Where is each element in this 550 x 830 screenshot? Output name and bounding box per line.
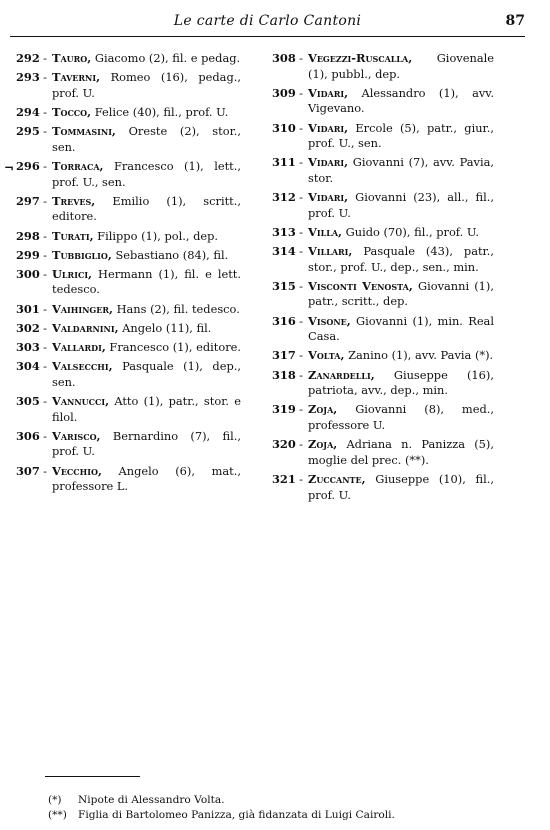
index-entry xyxy=(16,394,241,425)
entry-number: 297 xyxy=(16,193,40,208)
entry-details: Hermann (1), fil. e lett. tedesco. xyxy=(52,266,241,297)
index-entry xyxy=(16,429,241,460)
entry-text xyxy=(52,267,241,298)
entry-number: 308 xyxy=(272,51,296,65)
entry-surname: Vallardi, xyxy=(52,340,106,355)
entry-separator: - xyxy=(299,402,303,417)
entry-surname: Vidari, xyxy=(308,120,349,135)
entry-text xyxy=(52,70,241,101)
entry-surname: Turati, xyxy=(52,228,94,243)
entry-separator: - xyxy=(299,155,303,170)
entry-surname: Valsecchi, xyxy=(52,359,113,374)
entry-text xyxy=(308,437,494,468)
index-entry xyxy=(272,86,494,117)
entry-details: Francesco (1), editore. xyxy=(109,340,242,355)
entry-details: Zanino (1), avv. Pavia (*). xyxy=(348,348,494,363)
footnote xyxy=(48,808,395,823)
entry-number: 319 xyxy=(272,402,296,417)
entry-text xyxy=(52,159,241,190)
entry-text xyxy=(308,279,494,310)
entry-number: 295 xyxy=(16,124,40,139)
index-entry xyxy=(16,267,241,298)
entry-separator: - xyxy=(299,51,303,65)
index-entry xyxy=(16,105,241,121)
entry-separator: - xyxy=(43,124,47,139)
entry-surname: Vaihinger, xyxy=(52,301,113,316)
index-entry xyxy=(16,194,241,225)
entry-separator: - xyxy=(299,471,303,486)
index-entry xyxy=(272,314,494,345)
index-entry xyxy=(16,340,241,356)
entry-surname: Ulrici, xyxy=(52,266,93,281)
entry-number: 306 xyxy=(16,428,40,443)
entry-surname: Vidari, xyxy=(308,155,349,170)
footnote-mark: (*) xyxy=(48,794,62,806)
entry-number: 299 xyxy=(16,247,40,262)
entry-details: Giuseppe (10), fil., prof. U. xyxy=(308,471,494,502)
entry-number: 305 xyxy=(16,394,40,408)
entry-text xyxy=(308,368,494,399)
entry-surname: Visone, xyxy=(308,313,351,328)
index-entry xyxy=(16,464,241,495)
entry-details: Giovanni (8), med., professore U. xyxy=(308,402,495,432)
entry-text xyxy=(52,321,241,337)
footnote-mark: (**) xyxy=(48,809,67,821)
footnote xyxy=(48,793,395,808)
entry-surname: Tubbiglio, xyxy=(52,247,112,262)
entry-separator: - xyxy=(43,340,47,355)
index-entry xyxy=(272,190,494,221)
running-head-title: Le carte di Carlo Cantoni xyxy=(173,13,362,29)
entry-separator: - xyxy=(43,228,47,243)
entry-text xyxy=(308,472,494,503)
entry-details: Ercole (5), patr., giur., prof. U., sen. xyxy=(308,120,494,151)
entry-number: 316 xyxy=(272,313,296,328)
index-entry xyxy=(16,124,241,155)
entry-separator: - xyxy=(43,394,47,408)
index-entry xyxy=(272,244,494,275)
entry-details: Giuseppe (16), patriota, avv., dep., min. xyxy=(308,367,494,398)
index-entry xyxy=(272,437,494,468)
entry-surname: Vecchio, xyxy=(52,463,102,478)
entry-number: 321 xyxy=(272,471,296,486)
index-entry xyxy=(16,51,241,67)
entry-surname: Vannucci, xyxy=(52,394,110,408)
entry-number: 293 xyxy=(16,70,40,85)
entry-details: Felice (40), fil., prof. U. xyxy=(94,104,229,119)
entry-details: Sebastiano (84), fil. xyxy=(115,247,229,262)
entry-surname: Vegezzi-Ruscalla, xyxy=(308,51,413,65)
index-entry xyxy=(272,348,494,364)
entry-separator: - xyxy=(299,278,303,293)
footnotes xyxy=(48,793,395,823)
entry-separator: - xyxy=(299,348,303,363)
entry-details: Hans (2), fil. tedesco. xyxy=(116,301,240,316)
entry-details: Giovenale (1), pubbl., dep. xyxy=(308,51,494,81)
entry-details: Alessandro (1), avv. Vigevano. xyxy=(308,85,495,116)
entry-text xyxy=(308,190,494,221)
footnote-text: Figlia di Bartolomeo Panizza, già fidanzata di Luigi Cairoli. xyxy=(78,809,395,821)
running-head xyxy=(10,10,525,37)
entry-details: Francesco (1), lett., prof. U., sen. xyxy=(52,158,241,189)
index-entry xyxy=(272,368,494,399)
index-entry xyxy=(272,155,494,186)
entry-surname: Zoja, xyxy=(308,437,338,452)
entry-surname: Tauro, xyxy=(52,51,92,65)
entry-separator: - xyxy=(299,224,303,239)
entry-details: Romeo (16), pedag., prof. U. xyxy=(52,70,241,100)
entry-separator: - xyxy=(43,359,47,374)
entry-surname: Varisco, xyxy=(52,428,101,443)
entry-separator: - xyxy=(43,104,47,119)
entry-separator: - xyxy=(43,193,47,208)
entry-text xyxy=(52,302,241,318)
entry-number: 301 xyxy=(16,301,40,316)
entry-details: Adriana n. Panizza (5), moglie del prec. (**). xyxy=(308,437,494,467)
entry-surname: Visconti Venosta, xyxy=(308,278,413,293)
margin-mark: ¬ xyxy=(4,161,15,175)
entry-details: Filippo (1), pol., dep. xyxy=(97,228,219,243)
entry-surname: Vidari, xyxy=(308,190,349,205)
entry-details: Giovanni (1), min. Real Casa. xyxy=(308,313,494,344)
entry-separator: - xyxy=(299,190,303,205)
entry-text xyxy=(308,348,494,364)
entry-surname: Treves, xyxy=(52,193,96,208)
index-entry xyxy=(272,402,494,433)
entry-number: 313 xyxy=(272,224,296,239)
index-entry xyxy=(16,159,241,190)
entry-separator: - xyxy=(43,247,47,262)
entry-number: 296 xyxy=(16,158,40,173)
entry-surname: Villa, xyxy=(308,224,343,239)
entry-text xyxy=(308,121,494,152)
entry-details: Giovanni (7), avv. Pavia, stor. xyxy=(308,155,495,185)
entry-text xyxy=(308,225,494,241)
entry-number: 292 xyxy=(16,51,40,65)
entry-text xyxy=(52,124,241,155)
entry-number: 320 xyxy=(272,437,296,452)
index-entry xyxy=(272,121,494,152)
entry-details: Pasquale (43), patr., stor., prof. U., dep., sen., min. xyxy=(308,244,494,274)
entry-surname: Vidari, xyxy=(308,85,349,100)
entry-surname: Tocco, xyxy=(52,104,92,119)
entry-text xyxy=(308,86,494,117)
entry-text xyxy=(308,51,494,82)
entry-separator: - xyxy=(43,428,47,443)
entry-number: 317 xyxy=(272,348,296,363)
entry-text xyxy=(52,340,241,356)
entry-number: 307 xyxy=(16,463,40,478)
entry-separator: - xyxy=(299,367,303,382)
entry-text xyxy=(52,464,241,495)
entry-number: 304 xyxy=(16,359,40,374)
entry-separator: - xyxy=(43,301,47,316)
entry-separator: - xyxy=(299,437,303,452)
entry-separator: - xyxy=(43,70,47,85)
entry-number: 311 xyxy=(272,155,296,170)
index-entry xyxy=(272,279,494,310)
entry-separator: - xyxy=(299,244,303,259)
index-entry xyxy=(16,70,241,101)
entry-text xyxy=(52,194,241,225)
entry-number: 310 xyxy=(272,120,296,135)
entry-number: 302 xyxy=(16,320,40,335)
entry-surname: Volta, xyxy=(308,348,345,363)
index-entry xyxy=(16,248,241,264)
entry-surname: Zoja, xyxy=(308,402,338,417)
footnote-rule xyxy=(45,776,140,777)
left-column xyxy=(16,51,241,498)
entry-number: 309 xyxy=(272,85,296,100)
entry-details: Atto (1), patr., stor. e filol. xyxy=(52,394,241,424)
entry-number: 318 xyxy=(272,367,296,382)
entry-details: Giovanni (23), all., fil., prof. U. xyxy=(308,190,495,220)
entry-surname: Zuccante, xyxy=(308,471,366,486)
entry-number: 298 xyxy=(16,228,40,243)
entry-number: 312 xyxy=(272,190,296,205)
entry-surname: Zanardelli, xyxy=(308,367,375,382)
index-entry xyxy=(272,472,494,503)
entry-details: Pasquale (1), dep., sen. xyxy=(52,359,241,389)
page-number: 87 xyxy=(505,13,525,29)
entry-text xyxy=(52,429,241,460)
entry-surname: Valdarnini, xyxy=(52,320,119,335)
entry-text xyxy=(308,402,494,433)
entry-details: Oreste (2), stor., sen. xyxy=(52,124,242,154)
entry-separator: - xyxy=(299,120,303,135)
index-entry xyxy=(272,225,494,241)
entry-separator: - xyxy=(299,85,303,100)
entry-details: Emilio (1), scritt., editore. xyxy=(52,193,242,224)
entry-text xyxy=(52,51,241,67)
entry-separator: - xyxy=(43,463,47,478)
entry-separator: - xyxy=(43,266,47,281)
index-entry xyxy=(16,302,241,318)
index-entry xyxy=(16,359,241,390)
entry-number: 303 xyxy=(16,340,40,355)
entry-surname: Taverni, xyxy=(52,70,101,85)
entry-details: Giacomo (2), fil. e pedag. xyxy=(94,51,241,65)
entry-number: 294 xyxy=(16,104,40,119)
entry-text xyxy=(308,244,494,275)
footnote-text: Nipote di Alessandro Volta. xyxy=(78,794,225,806)
entry-details: Angelo (6), mat., professore L. xyxy=(52,463,241,494)
right-column xyxy=(272,51,494,507)
entry-text xyxy=(308,155,494,186)
index-entry xyxy=(16,229,241,245)
index-entry xyxy=(16,321,241,337)
entry-text xyxy=(52,359,241,390)
entry-details: Guido (70), fil., prof. U. xyxy=(345,224,480,239)
entry-separator: - xyxy=(43,158,47,173)
entry-text xyxy=(308,314,494,345)
entry-separator: - xyxy=(43,320,47,335)
entry-details: Bernardino (7), fil., prof. U. xyxy=(52,428,241,459)
entry-text xyxy=(52,105,241,121)
entry-number: 300 xyxy=(16,266,40,281)
entry-number: 314 xyxy=(272,244,296,259)
entry-surname: Torraca, xyxy=(52,158,104,173)
entry-details: Giovanni (1), patr., scritt., dep. xyxy=(308,278,494,309)
entry-text xyxy=(52,394,241,425)
entry-details: Angelo (11), fil. xyxy=(122,320,212,335)
entry-number: 315 xyxy=(272,278,296,293)
entry-surname: Tommasini, xyxy=(52,124,116,139)
entry-surname: Villari, xyxy=(308,244,353,259)
entry-separator: - xyxy=(43,51,47,65)
entry-separator: - xyxy=(299,313,303,328)
entry-text xyxy=(52,229,241,245)
index-entry xyxy=(272,51,494,82)
entry-text xyxy=(52,248,241,264)
